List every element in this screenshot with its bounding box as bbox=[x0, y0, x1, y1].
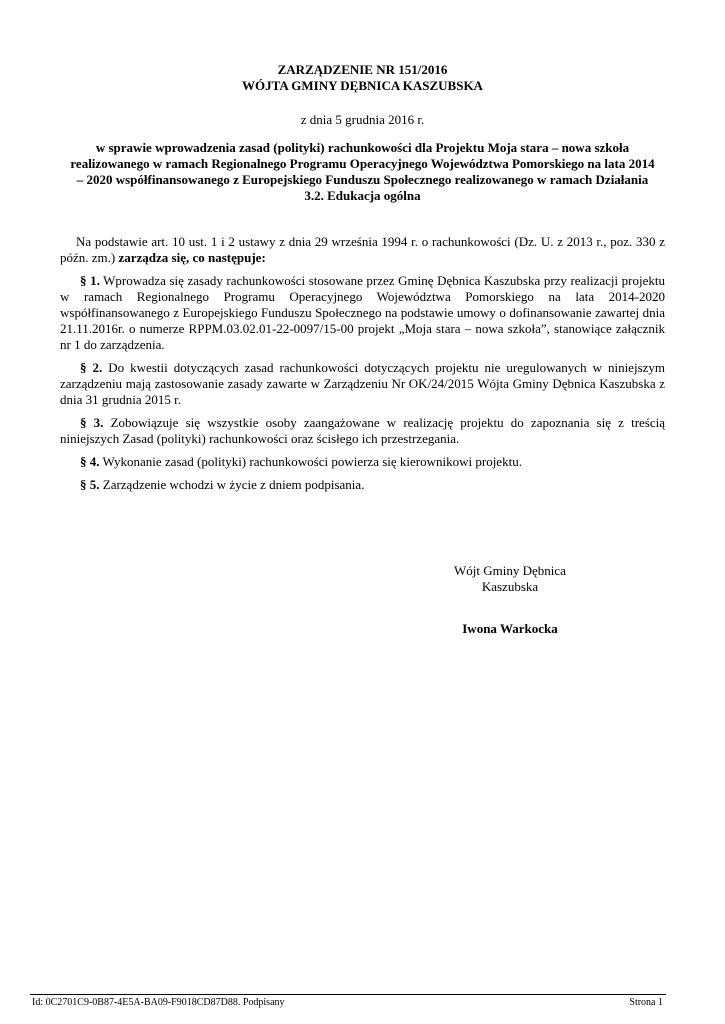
section-2 bbox=[60, 360, 665, 408]
document-date: z dnia 5 grudnia 2016 r. bbox=[300, 112, 425, 127]
section-text: Do kwestii dotyczących zasad rachunkowości dotyczących projektu nie uregulowanych w niniejszym zarządzeniu mają zastosowanie zasady zawarte w Zarządzeniu Nr OK/24/2015 Wójta Gminy Dębnica Kaszubska z dnia 31 grudnia 2015 r. bbox=[60, 360, 666, 407]
section-mark: § 1. bbox=[80, 273, 100, 288]
title-line-2: WÓJTA GMINY DĘBNICA KASZUBSKA bbox=[242, 78, 483, 93]
title-line-1: ZARZĄDZENIE NR 151/2016 bbox=[277, 62, 448, 77]
signature-block bbox=[425, 563, 595, 637]
document-title bbox=[0, 62, 725, 94]
footer-document-id: Id: 0C2701C9-0B87-4E5A-BA09-F9018CD87D88. Podpisany bbox=[32, 997, 285, 1008]
section-3 bbox=[60, 415, 665, 447]
section-mark: § 4. bbox=[80, 454, 100, 469]
document-body bbox=[60, 234, 665, 500]
footer-page-number: Strona 1 bbox=[629, 997, 663, 1008]
footer-divider bbox=[30, 994, 666, 995]
section-mark: § 2. bbox=[80, 360, 103, 375]
document-subject: w sprawie wprowadzenia zasad (polityki) rachunkowości dla Projektu Moja stara – nowa szkoła realizowanego w ramach Regionalnego Programu Operacyjnego Województwa Pomorskiego na lata 2014 – 2020 współfinansowanego z Europejskiego Funduszu Społecznego realizowanego w ramach Działania 3.2. Edukacja ogólna bbox=[70, 140, 655, 203]
signatory-name: Iwona Warkocka bbox=[462, 621, 558, 636]
section-5 bbox=[60, 477, 665, 493]
section-4 bbox=[60, 454, 665, 470]
section-text: Wprowadza się zasady rachunkowości stosowane przez Gminę Dębnica Kaszubska przy realizacji projektu w ramach Regionalnego Programu Operacyjnego Województwa Pomorskiego na lata 2014-2020 współfinansowanego z Europejskiego Funduszu Społecznego na podstawie umowy o dofinansowanie zawartej dnia 21.11.2016r. o numerze RPPM.03.02.01-22-0097/15-00 projekt „Moja stara – nowa szkoła”, stanowiące załącznik nr 1 do zarządzenia. bbox=[60, 273, 665, 352]
legal-basis-decree: zarządza się, co następuje: bbox=[118, 250, 266, 265]
section-text: Zarządzenie wchodzi w życie z dniem podpisania. bbox=[99, 477, 365, 492]
section-mark: § 3. bbox=[80, 415, 104, 430]
section-1 bbox=[60, 273, 665, 353]
signature-role-line-2: Kaszubska bbox=[481, 579, 539, 594]
section-text: Zobowiązuje się wszystkie osoby zaangażowane w realizację projektu do zapoznania się z treścią niniejszych Zasad (polityki) rachunkowości oraz ścisłego ich przestrzegania. bbox=[60, 415, 665, 446]
section-text: Wykonanie zasad (polityki) rachunkowości powierza się kierownikowi projektu. bbox=[99, 454, 522, 469]
signature-role-line-1: Wójt Gminy Dębnica bbox=[454, 563, 566, 578]
legal-basis-text: Na podstawie art. 10 ust. 1 i 2 ustawy z dnia 29 września 1994 r. o rachunkowości (Dz. U. z 2013 r., poz. 330 z późn. zm.) bbox=[60, 234, 665, 265]
section-mark: § 5. bbox=[80, 477, 100, 492]
legal-basis bbox=[60, 234, 665, 266]
